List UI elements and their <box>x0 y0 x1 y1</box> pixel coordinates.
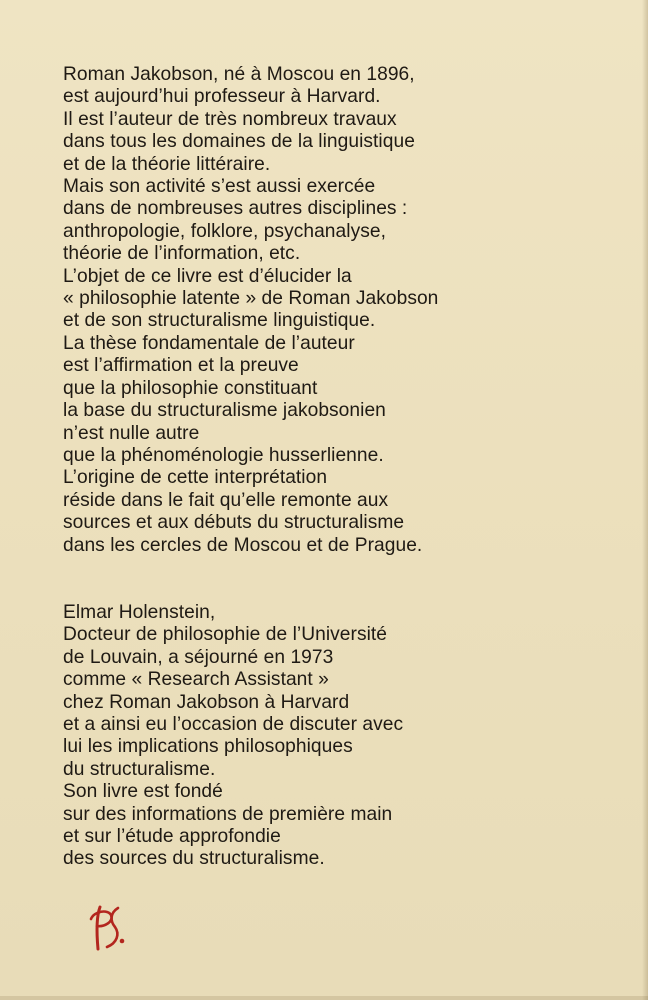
text-line: que la philosophie constituant <box>63 377 318 399</box>
page-edge-shadow <box>642 0 648 1000</box>
text-line: comme « Research Assistant » <box>63 669 329 691</box>
text-line: Docteur de philosophie de l’Université <box>63 624 388 646</box>
text-line: Roman Jakobson, né à Moscou en 1896, <box>63 64 415 85</box>
text-line: La thèse fondamentale de l’auteur <box>63 332 355 354</box>
text-line: sur des informations de première main <box>63 803 393 825</box>
text-line: Elmar Holenstein, <box>63 602 216 623</box>
text-line: du structuralisme. <box>63 758 216 780</box>
publisher-logo-dot <box>120 939 125 944</box>
text-line: réside dans le fait qu’elle remonte aux <box>63 489 389 511</box>
text-line: Mais son activité s’est aussi exercée <box>63 176 376 198</box>
text-line: et a ainsi eu l’occasion de discuter avec <box>63 714 404 736</box>
text-line: lui les implications philosophiques <box>63 736 353 758</box>
text-line: Il est l’auteur de très nombreux travaux <box>63 108 397 130</box>
text-line: que la phénoménologie husserlienne. <box>63 444 384 466</box>
text-line: et de la théorie littéraire. <box>63 153 271 175</box>
text-line: « philosophie latente » de Roman Jakobson <box>63 288 439 310</box>
author-description-paragraph <box>63 64 623 557</box>
text-line: chez Roman Jakobson à Harvard <box>63 691 350 713</box>
text-line: dans les cercles de Moscou et de Prague. <box>63 534 423 556</box>
text-line: dans de nombreuses autres disciplines : <box>63 198 408 220</box>
publisher-logo <box>88 905 128 951</box>
text-line: et de son structuralisme linguistique. <box>63 310 376 332</box>
text-line: la base du structuralisme jakobsonien <box>63 400 386 422</box>
text-line: est aujourd’hui professeur à Harvard. <box>63 86 381 108</box>
text-line: théorie de l’information, etc. <box>63 243 301 265</box>
text-line: est l’affirmation et la preuve <box>63 355 299 377</box>
text-line: n’est nulle autre <box>63 422 200 444</box>
text-line: Son livre est fondé <box>63 781 223 803</box>
text-line: dans tous les domaines de la linguistique <box>63 131 415 153</box>
text-line: anthropologie, folklore, psychanalyse, <box>63 220 386 242</box>
text-line: L’objet de ce livre est d’élucider la <box>63 265 352 287</box>
author-biography-paragraph <box>63 602 623 871</box>
text-line: de Louvain, a séjourné en 1973 <box>63 646 334 668</box>
text-line: sources et aux débuts du structuralisme <box>63 512 405 534</box>
text-line: L’origine de cette interprétation <box>63 467 328 489</box>
publisher-logo-bowl-stroke <box>91 912 112 927</box>
text-line: et sur l’étude approfondie <box>63 826 281 848</box>
page-bottom-edge <box>0 996 648 1000</box>
text-line: des sources du structuralisme. <box>63 848 325 870</box>
